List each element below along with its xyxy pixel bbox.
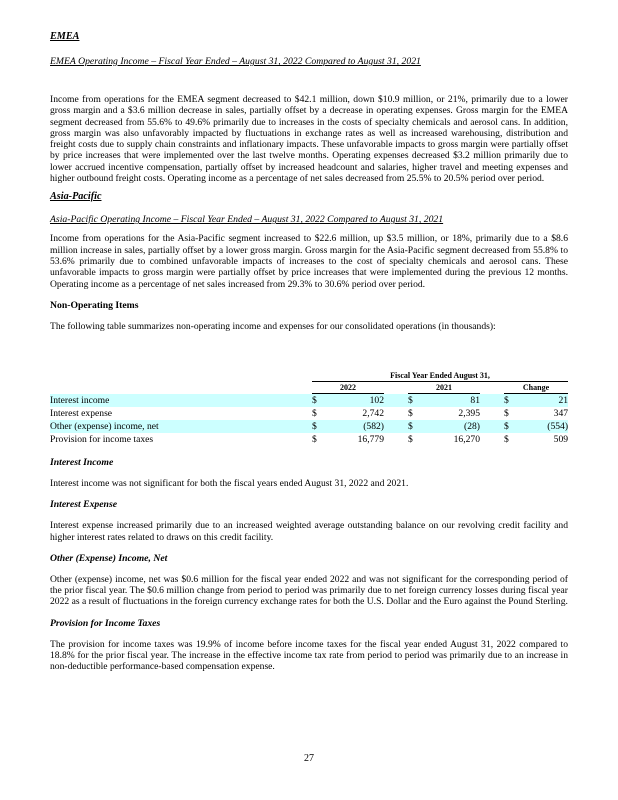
non-operating-intro: The following table summarizes non-operating income and expenses for our consolidated operations (in thousands): [50,320,496,332]
value-change: 347 [553,408,569,419]
currency-symbol: $ [312,394,324,408]
row-label: Interest income [50,394,312,408]
value-2022: 102 [324,394,384,408]
value-change: 21 [516,394,568,408]
interest-income-paragraph: Interest income was not significant for both the fiscal years ended August 31, 2022 and 2021. [50,478,409,489]
row-label: Interest expense [50,408,113,419]
emea-heading: EMEA [50,31,80,42]
interest-expense-heading: Interest Expense [50,499,118,511]
page-number: 27 [304,753,314,764]
other-income-heading: Other (Expense) Income, Net [50,552,168,564]
column-header-2022: 2022 [312,382,384,394]
currency-symbol: $ [408,420,420,433]
non-operating-table [50,370,568,673]
emea-subheading: EMEA Operating Income – Fiscal Year Ended – August 31, 2022 Compared to August 31, 2021 [50,56,421,67]
interest-expense-paragraph: Interest expense increased primarily due to an increased weighted average outstanding balance on our revolving credit facility and higher interest rates related to draws on this credit facility. [50,520,568,543]
currency-symbol: $ [504,408,509,419]
provision-heading: Provision for Income Taxes [50,617,161,629]
value-2021: (28) [420,420,480,433]
column-header-change: Change [504,382,568,394]
asia-pacific-heading: Asia-Pacific [50,191,102,203]
currency-symbol: $ [312,434,317,445]
currency-symbol: $ [408,394,420,408]
asia-pacific-subheading: Asia-Pacific Operating Income – Fiscal Year Ended – August 31, 2022 Compared to August 31, 2021 [50,214,444,226]
table-row [50,420,568,433]
value-2022: 2,742 [362,408,384,419]
currency-symbol: $ [408,434,413,445]
table-row [50,394,568,408]
value-2022: 16,779 [357,434,384,445]
table-group-header: Fiscal Year Ended August 31, [312,370,568,382]
value-2021: 16,270 [453,434,480,445]
value-change: (554) [516,420,568,433]
document-page [50,30,568,332]
row-label: Other (expense) income, net [50,420,312,433]
table-row [50,433,568,446]
currency-symbol: $ [312,420,324,433]
other-income-paragraph: Other (expense) income, net was $0.6 million for the fiscal year ended 2022 and was not significant for the corresponding period of the prior fiscal year. The $0.6 million change from period to period was primarily due to net foreign currency losses during fiscal year 2022 as a result of fluctuations in the foreign currency exchange rates for both the U.S. Dollar and the Euro against the Pound Sterling. [50,573,568,608]
interest-income-heading: Interest Income [50,457,114,468]
table-row [50,407,568,420]
value-2021: 81 [420,394,480,408]
row-label: Provision for income taxes [50,434,154,445]
currency-symbol: $ [312,408,317,419]
value-change: 509 [553,434,569,445]
provision-paragraph: The provision for income taxes was 19.9% of income before income taxes for the fiscal year ended August 31, 2022 compared to 18.8% for the prior fiscal year. The increase in the effective income tax rate from period to period was primarily due to an increase in non-deductible performance-based compensation expense. [50,638,568,673]
currency-symbol: $ [408,408,413,419]
currency-symbol: $ [504,394,516,408]
asia-pacific-paragraph: Income from operations for the Asia-Pacific segment increased to $22.6 million, up $3.5 million, or 18%, primarily due to a $8.6 million increase in sales, partially offset by a lower gross margin. Gross margin for the Asia-Pacific segment decreased from 55.8% to 53.6% primarily due to combined unfavorable impacts of increases to the cost of specialty chemicals and aerosol cans. These unfavorable impacts to gross margin were partially offset by price increases that were implemented during the previous 12 months. Operating income as a percentage of net sales increased from 29.3% to 30.6% period over period. [50,233,568,290]
emea-paragraph: Income from operations for the EMEA segment decreased to $42.1 million, down $10.9 million, or 21%, primarily due to a lower gross margin and a $3.6 million decrease in sales, partially offset by a decrease in operating expenses. Gross margin for the EMEA segment decreased from 55.6% to 49.6% primarily due to increases in the costs of specialty chemicals and aerosol cans. In addition, gross margin was also unfavorably impacted by fluctuations in exchange rates as well as increased warehousing, distribution and freight costs due to supply chain constraints and inflationary impacts. These unfavorable impacts to gross margin were partially offset by price increases that were implemented over the last twelve months. Operating expenses decreased $3.2 million primarily due to lower accrued incentive compensation, partially offset by increased headcount and salaries, higher travel and meeting expenses and higher outbound freight costs. Operating income as a percentage of net sales decreased from 25.5% to 20.5% period over period. [50,94,568,185]
currency-symbol: $ [504,434,509,445]
value-2021: 2,395 [458,408,480,419]
currency-symbol: $ [504,420,516,433]
non-operating-heading: Non-Operating Items [50,299,139,311]
column-header-2021: 2021 [408,382,480,394]
value-2022: (582) [324,420,384,433]
